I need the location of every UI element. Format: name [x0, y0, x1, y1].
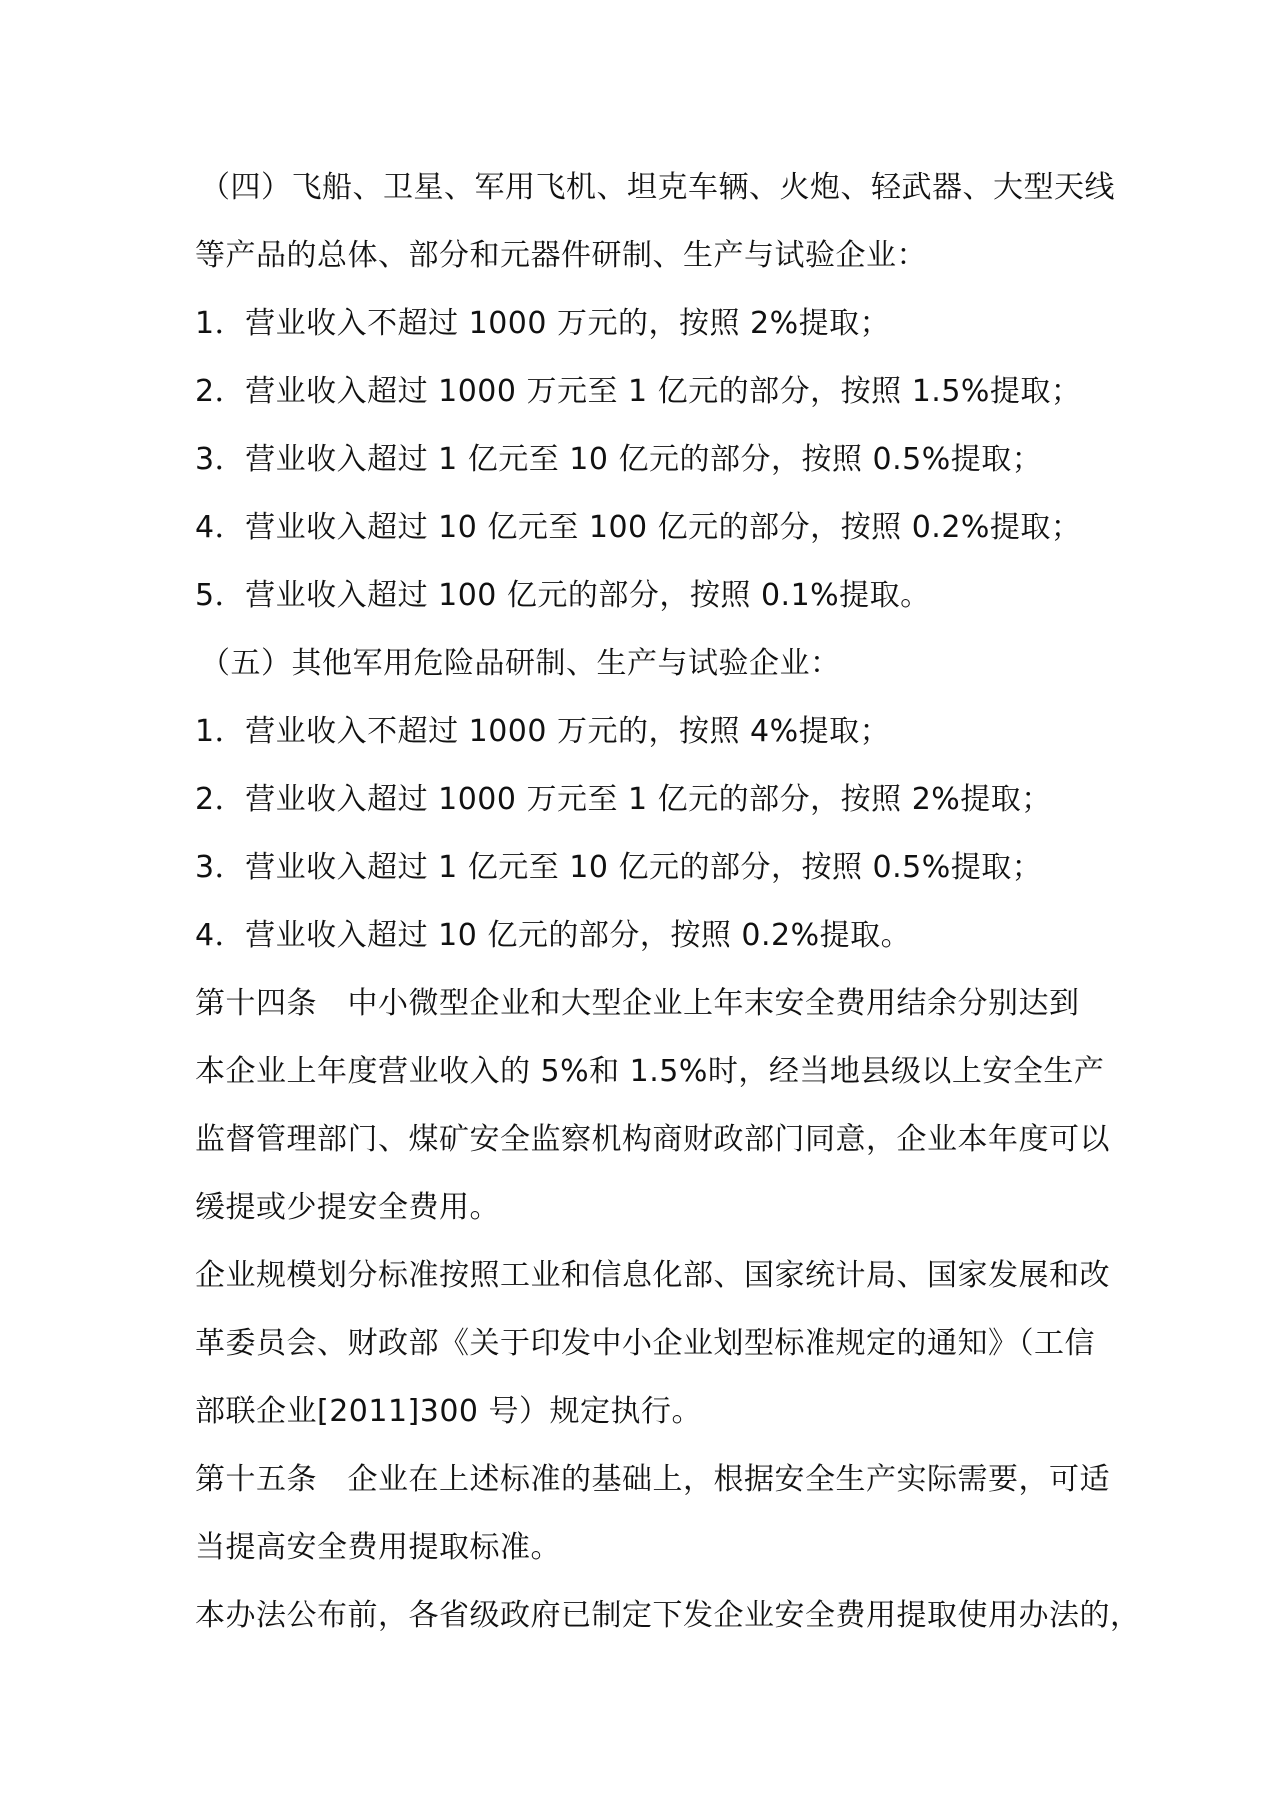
text-line-15: 监督管理部门、煤矿安全监察机构商财政部门同意，企业本年度可以	[195, 1122, 1110, 1157]
text-line-5: 3．营业收入超过 1 亿元至 10 亿元的部分，按照 0.5%提取；	[195, 442, 1043, 477]
text-line-19: 部联企业[2011]300 号）规定执行。	[195, 1394, 703, 1429]
text-line-6: 4．营业收入超过 10 亿元至 100 亿元的部分，按照 0.2%提取；	[195, 510, 1082, 545]
text-line-20: 第十五条 企业在上述标准的基础上，根据安全生产实际需要，可适	[195, 1462, 1110, 1497]
text-line-8: （五）其他军用危险品研制、生产与试验企业：	[200, 646, 841, 681]
text-line-16: 缓提或少提安全费用。	[195, 1190, 500, 1225]
text-line-4: 2．营业收入超过 1000 万元至 1 亿元的部分，按照 1.5%提取；	[195, 374, 1082, 409]
text-line-22: 本办法公布前，各省级政府已制定下发企业安全费用提取使用办法的，	[195, 1598, 1141, 1633]
text-line-17: 企业规模划分标准按照工业和信息化部、国家统计局、国家发展和改	[195, 1258, 1110, 1293]
text-line-7: 5．营业收入超过 100 亿元的部分，按照 0.1%提取。	[195, 578, 931, 613]
text-line-2: 等产品的总体、部分和元器件研制、生产与试验企业：	[195, 238, 927, 273]
text-line-13: 第十四条 中小微型企业和大型企业上年末安全费用结余分别达到	[195, 986, 1080, 1021]
text-line-11: 3．营业收入超过 1 亿元至 10 亿元的部分，按照 0.5%提取；	[195, 850, 1043, 885]
text-line-18: 革委员会、财政部《关于印发中小企业划型标准规定的通知》（工信	[195, 1326, 1095, 1361]
text-line-10: 2．营业收入超过 1000 万元至 1 亿元的部分，按照 2%提取；	[195, 782, 1052, 817]
text-line-14: 本企业上年度营业收入的 5%和 1.5%时，经当地县级以上安全生产	[195, 1054, 1105, 1089]
text-line-21: 当提高安全费用提取标准。	[195, 1530, 561, 1565]
text-line-9: 1．营业收入不超过 1000 万元的，按照 4%提取；	[195, 714, 891, 749]
text-line-12: 4．营业收入超过 10 亿元的部分，按照 0.2%提取。	[195, 918, 912, 953]
text-line-3: 1．营业收入不超过 1000 万元的，按照 2%提取；	[195, 306, 891, 341]
text-line-1: （四）飞船、卫星、军用飞机、坦克车辆、火炮、轻武器、大型天线	[200, 170, 1115, 205]
